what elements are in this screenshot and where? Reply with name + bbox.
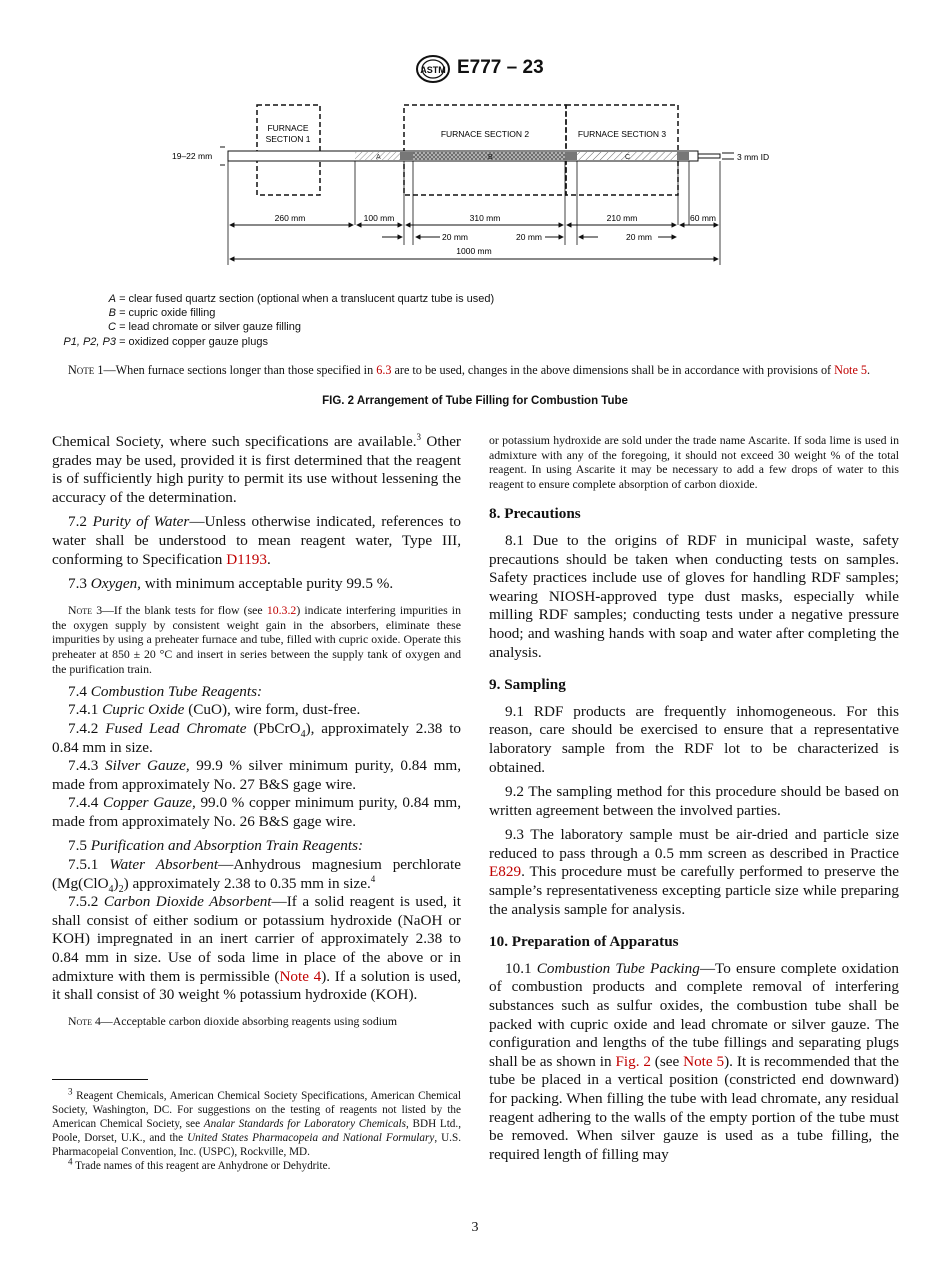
left-column [52, 433, 461, 1029]
paragraph-9-1: 9.1 RDF products are frequently inhomogeneous. For this reason, care should be exercised to ensure that a representative laboratory sample from the RDF lot to be characterized is obtained. [489, 702, 899, 776]
dim-1000: 1000 mm [456, 246, 492, 256]
link-note-5-b[interactable]: Note 5 [683, 1052, 725, 1070]
astm-logo-icon [415, 55, 451, 83]
link-note-4[interactable]: Note 4 [279, 967, 322, 985]
paragraph-9-2: 9.2 The sampling method for this procedure should be based on written agreement between the involved parties. [489, 783, 899, 819]
right-column [489, 433, 899, 1164]
dim-100: 100 mm [363, 213, 395, 223]
legend-item: P1, P2, P3 = oxidized copper gauze plugs [63, 335, 268, 348]
legend-item: A = clear fused quartz section (optional when a translucent quartz tube is used) [108, 293, 495, 305]
plug-p3 [677, 152, 689, 160]
furnace-1-label: FURNACE [267, 123, 309, 133]
paragraph-7-4-4: 7.4.4 Copper Gauze, 99.0 % copper minimum purity, 0.84 mm, made from approximately No. 26 B&S gage wire. [52, 794, 461, 830]
paragraph-7-2: 7.2 Purity of Water—Unless otherwise indicated, references to water shall be understood to mean reagent water, Type III, conforming to Specification D1193. [52, 513, 462, 568]
link-6-3[interactable]: 6.3 [376, 363, 392, 377]
standard-designation: E777 – 23 [457, 57, 544, 78]
footnote-3: $^3$ Reagent Chemicals, American Chemical Society Specifications, American Chemical Society, Washington, DC. For suggestions on the testing of reagents not listed by the American Chemical Society, see Analar Standards for Laboratory Chemicals, BDH Ltd., Poole, Dorset, U.K., and the United States Pharmacopeia and National Formulary, U.S. Pharmacopeial Convention, Inc. (USPC), Rockville, MD. [52, 1086, 461, 1158]
furnace-1-label-2: SECTION 1 [265, 134, 311, 144]
paragraph: Chemical Society, where such specifications are available.$^3$ Other grades may be used, provided it is first determined that the reagent is of sufficiently high purity to permit its use without lessening the accuracy of the determination. [52, 431, 461, 506]
dim-20-a: 20 mm [442, 232, 468, 242]
link-10-3-2[interactable]: 10.3.2 [266, 602, 297, 617]
figure-caption: FIG. 2 Arrangement of Tube Filling for Combustion Tube [322, 395, 628, 407]
furnace-2-label: FURNACE SECTION 2 [440, 129, 530, 139]
furnace-section-2-box [404, 105, 566, 195]
heading-8: 8. Precautions [489, 505, 581, 523]
link-e829[interactable]: E829 [489, 863, 522, 881]
paragraph-7-5-2: 7.5.2 Carbon Dioxide Absorbent—If a solid reagent is used, it shall consist of either sodium or potassium hydroxide (NaOH or KOH) impregnated in an inert carrier of approximately 2.38 to 0.84 mm in size. Use of soda lime in place of the above or in admixture with them is permissible (Note 4). If a solution is used, it shall consist of 30 weight % potassium hydroxide (KOH). [52, 893, 461, 1004]
paragraph-10-1: 10.1 Combustion Tube Packing—To ensure complete oxidation of combustion products and complete removal of interfering substances such as sulfur oxides, the combustion tube shall be packed with cupric oxide and lead chromate or silver gauze. The configuration and lengths of the tube fillings and separating plugs shall be as shown in Fig. 2 (see Note 5). It is recommended that the tube be placed in a vertical position (constricted end downward) for packing. When filling the tube with lead chromate, any residual reagent adhering to the walls of the empty portion of the tube must be removed. When silver gauze is used as a tube filling, the required length of filling may [489, 959, 900, 1163]
dim-310: 310 mm [469, 213, 501, 223]
dim-260: 260 mm [274, 213, 306, 223]
figure-legend [60, 292, 660, 349]
footnote-rule [52, 1079, 148, 1080]
paragraph-7-5: 7.5 Purification and Absorption Train Reagents: [68, 837, 364, 855]
paragraph-9-3: 9.3 The laboratory sample must be air-dried and particle size reduced to pass through a 0.5 mm screen as described in Practice E829. This procedure must be carefully performed to preserve the sample’s representativeness excepting particle size while preparing the analysis sample for analysis. [489, 826, 899, 918]
paragraph-8-1: 8.1 Due to the origins of RDF in municipal waste, safety precautions should be taken when conducting tests on samples. Safety practices include use of gloves for handling RDF samples; wearing NIOSH-approved type dust masks, especially while milling RDF samples; conducting tests under a negative pressure hood; and washing hands with soap and water after completing the analysis. [489, 531, 899, 661]
dim-60: 60 mm [690, 213, 716, 223]
paragraph-7-4: 7.4 Combustion Tube Reagents: [68, 682, 263, 700]
footnotes [52, 1086, 461, 1173]
note-4-continued: or potassium hydroxide are sold under the trade name Ascarite. If soda lime is used in admixture with any of the foregoing, it should not exceed 30 weight % of the total reagent. In using Ascarite it may be necessary to add a few drops of water to this reagent to ensure complete absorption of carbon dioxide. [489, 433, 899, 491]
paragraph-7-4-1: 7.4.1 Cupric Oxide (CuO), wire form, dust-free. [68, 701, 361, 719]
svg-text:ASTM: ASTM [420, 65, 446, 75]
left-diameter-label: 19–22 mm [172, 151, 213, 161]
figure-note-1: Note 1—When furnace sections longer than those specified in 6.3 are to be used, changes in the above dimensions shall be in accordance with provisions of Note 5. [68, 363, 871, 377]
page-number: 3 [471, 1220, 479, 1235]
heading-10: 10. Preparation of Apparatus [489, 933, 679, 951]
paragraph-7-3: 7.3 Oxygen, with minimum acceptable purity 99.5 %. [68, 575, 394, 593]
footnote-4: $^4$ Trade names of this reagent are Anhydrone or Dehydrite. [68, 1156, 331, 1172]
tube-tip [698, 154, 720, 158]
paragraph-7-4-3: 7.4.3 Silver Gauze, 99.9 % silver minimum purity, 0.84 mm, made from approximately No. 27 B&S gage wire. [52, 757, 461, 793]
dim-20-c: 20 mm [626, 232, 652, 242]
link-fig-2[interactable]: Fig. 2 [615, 1052, 651, 1070]
paragraph-7-5-1: 7.5.1 Water Absorbent—Anhydrous magnesium perchlorate $(Mg(ClO_4)_2)$ approximately 2.38 to 0.35 mm in size.$^4$ [52, 856, 461, 895]
label-a: A [376, 154, 381, 161]
page-header [415, 55, 555, 83]
plug-p2 [565, 152, 577, 160]
furnace-section-1-box [257, 105, 320, 195]
label-b: B [488, 154, 493, 161]
plug-p1 [400, 152, 413, 160]
link-note-5[interactable]: Note 5 [834, 363, 867, 377]
furnace-section-3-box [566, 105, 678, 195]
note-3: Note 3—If the blank tests for flow (see 10.3.2) indicate interfering impurities in the oxygen supply by consistent weight gain in the absorbers, eliminate these impurities by using a preheater furnace and tube, filled with cupric oxide. Operate this preheater at 850 ± 20 °C and insert in series between the supply tank of oxygen and the purification train. [52, 602, 461, 676]
dim-20-b: 20 mm [516, 232, 542, 242]
note-4: Note 4—Acceptable carbon dioxide absorbing reagents using sodium [68, 1013, 398, 1028]
heading-9: 9. Sampling [489, 676, 566, 694]
label-c: C [625, 154, 631, 161]
legend-item: C = lead chromate or silver gauze filling [108, 321, 301, 334]
right-id-label: 3 mm ID [737, 152, 770, 162]
dim-210: 210 mm [606, 213, 638, 223]
furnace-3-label: FURNACE SECTION 3 [577, 129, 667, 139]
link-d1193[interactable]: D1193 [226, 550, 267, 568]
legend-item: B = cupric oxide filling [108, 307, 216, 320]
paragraph-7-4-2: 7.4.2 Fused Lead Chromate (PbCrO$_4$), approximately 2.38 to 0.84 mm in size. [52, 719, 462, 756]
